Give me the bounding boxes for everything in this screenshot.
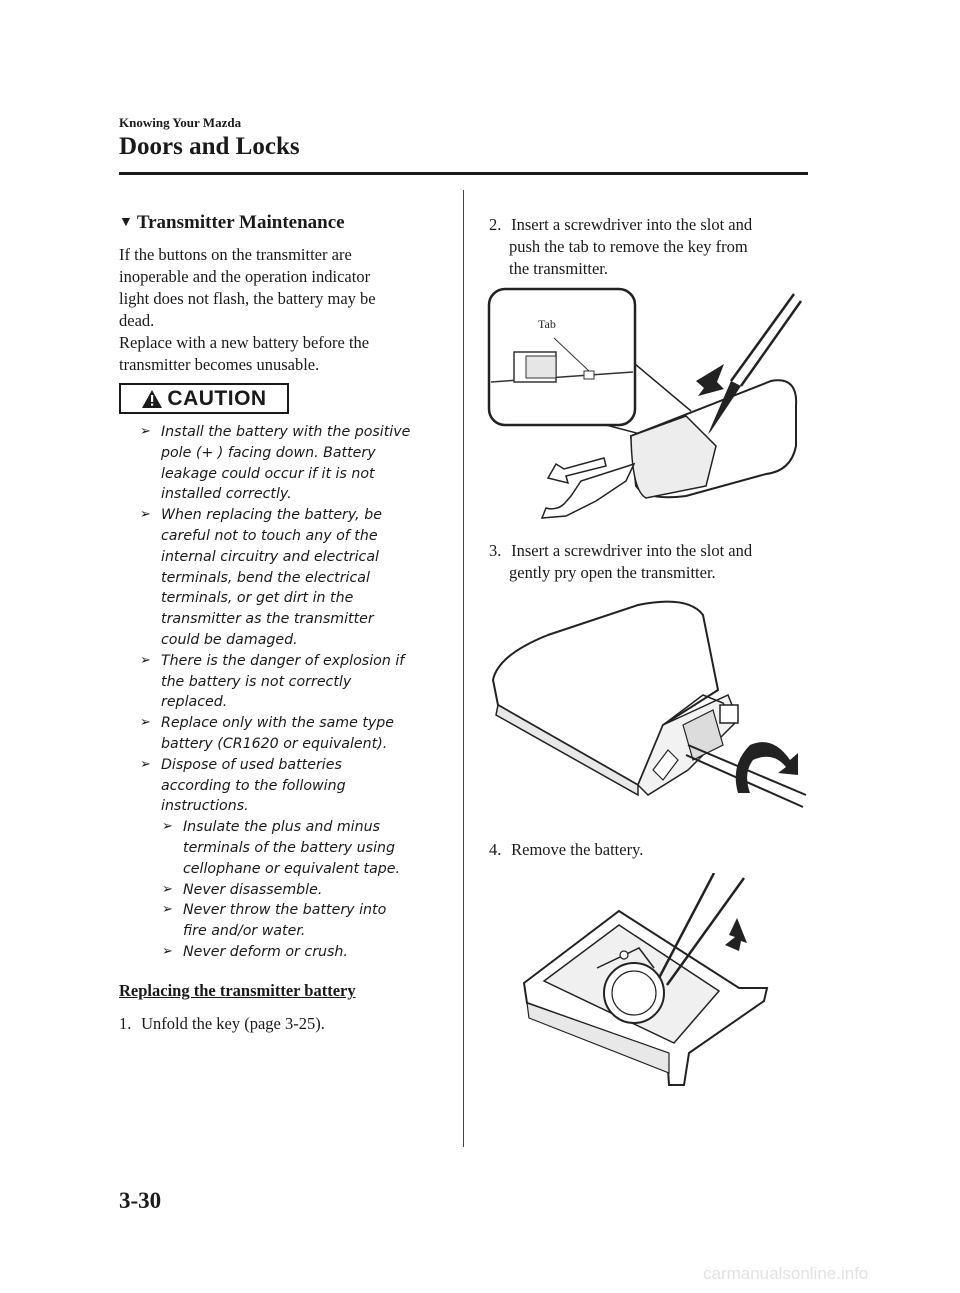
caution-line: When replacing the battery, be xyxy=(161,507,382,524)
intro-paragraph xyxy=(119,244,449,376)
caution-line: could be damaged. xyxy=(161,631,298,648)
intro-line: transmitter becomes unusable. xyxy=(119,355,320,374)
caution-line: fire and/or water. xyxy=(183,923,306,940)
caution-item xyxy=(140,422,445,505)
caution-box xyxy=(119,383,289,414)
caution-line: instructions. xyxy=(161,798,249,815)
caution-list xyxy=(140,422,445,963)
replacing-heading: Replacing the transmitter battery xyxy=(119,981,356,1000)
caution-item xyxy=(140,651,445,713)
intro-line: light does not flash, the battery may be xyxy=(119,289,376,308)
caution-line: battery (CR1620 or equivalent). xyxy=(161,735,388,752)
arrow-bullet-icon: ➢ xyxy=(162,881,173,897)
caution-line: Insulate the plus and minus xyxy=(183,819,380,836)
arrow-bullet-icon: ➢ xyxy=(140,715,151,731)
step-number: 2. xyxy=(489,215,502,234)
step-line: Insert a screwdriver into the slot and xyxy=(511,541,753,560)
step-line: Unfold the key (page 3-25). xyxy=(141,1014,325,1033)
caution-item xyxy=(140,713,445,755)
intro-line: dead. xyxy=(119,311,155,330)
page-title: Doors and Locks xyxy=(119,133,300,160)
step-2 xyxy=(489,214,809,280)
footer-watermark: carmanualsonline.info xyxy=(703,1264,869,1283)
down-triangle-icon: ▼ xyxy=(119,215,133,230)
caution-line: replaced. xyxy=(161,694,228,711)
step-1 xyxy=(119,1013,325,1035)
caution-subitem xyxy=(140,942,445,963)
caution-line: terminals, bend the electrical xyxy=(161,569,370,586)
caution-line: Never disassemble. xyxy=(183,881,323,898)
subheading-text: Transmitter Maintenance xyxy=(136,212,345,233)
step-line: push the tab to remove the key from xyxy=(509,237,748,256)
arrow-bullet-icon: ➢ xyxy=(140,756,151,772)
caution-item xyxy=(140,505,445,651)
caution-line: Replace only with the same type xyxy=(161,715,395,732)
caution-line: Never throw the battery into xyxy=(183,902,387,919)
caution-item xyxy=(140,755,445,817)
step-line: Remove the battery. xyxy=(511,840,644,859)
header-rule xyxy=(119,172,808,175)
caution-line: according to the following xyxy=(161,777,346,794)
warning-triangle-icon xyxy=(141,389,163,409)
caution-line: There is the danger of explosion if xyxy=(161,652,405,669)
intro-line: inoperable and the operation indicator xyxy=(119,267,371,286)
caution-line: the battery is not correctly xyxy=(161,673,352,690)
caution-line: terminals of the battery using xyxy=(183,839,396,856)
column-divider xyxy=(463,190,464,1147)
arrow-bullet-icon: ➢ xyxy=(162,943,173,959)
subheading xyxy=(119,212,345,234)
caution-line: terminals, or get dirt in the xyxy=(161,590,354,607)
step-number: 1. xyxy=(119,1014,132,1033)
intro-line: Replace with a new battery before the xyxy=(119,333,370,352)
step-3 xyxy=(489,540,809,584)
step-line: gently pry open the transmitter. xyxy=(509,563,716,582)
key-removal-figure xyxy=(486,286,811,531)
caution-line: careful not to touch any of the xyxy=(161,527,378,544)
caution-line: pole (+ ) facing down. Battery xyxy=(161,444,376,461)
arrow-bullet-icon: ➢ xyxy=(162,819,173,835)
caution-line: transmitter as the transmitter xyxy=(161,611,374,628)
caution-line: Dispose of used batteries xyxy=(161,756,342,773)
step-number: 3. xyxy=(489,541,502,560)
caution-line: leakage could occur if it is not xyxy=(161,465,375,482)
page-number: 3-30 xyxy=(119,1188,162,1213)
caution-subitem xyxy=(140,900,445,942)
step-line: the transmitter. xyxy=(509,259,608,278)
caution-line: cellophane or equivalent tape. xyxy=(183,860,401,877)
caution-subitem xyxy=(140,817,445,879)
intro-line: If the buttons on the transmitter are xyxy=(119,245,352,264)
caution-subitem xyxy=(140,880,445,901)
tab-label: Tab xyxy=(538,317,556,331)
caution-line: Never deform or crush. xyxy=(183,943,348,960)
pry-open-figure xyxy=(488,595,808,815)
caution-line: internal circuitry and electrical xyxy=(161,548,379,565)
step-line: Insert a screwdriver into the slot and xyxy=(511,215,753,234)
step-number: 4. xyxy=(489,840,502,859)
arrow-bullet-icon: ➢ xyxy=(162,902,173,918)
caution-line: installed correctly. xyxy=(161,486,292,503)
remove-battery-figure xyxy=(519,873,774,1088)
caution-line: Install the battery with the positive xyxy=(161,424,411,440)
arrow-bullet-icon: ➢ xyxy=(140,652,151,668)
caution-label: CAUTION xyxy=(167,386,267,410)
step-4 xyxy=(489,839,809,861)
section-kicker: Knowing Your Mazda xyxy=(119,115,242,130)
arrow-bullet-icon: ➢ xyxy=(140,424,151,439)
arrow-bullet-icon: ➢ xyxy=(140,507,151,523)
